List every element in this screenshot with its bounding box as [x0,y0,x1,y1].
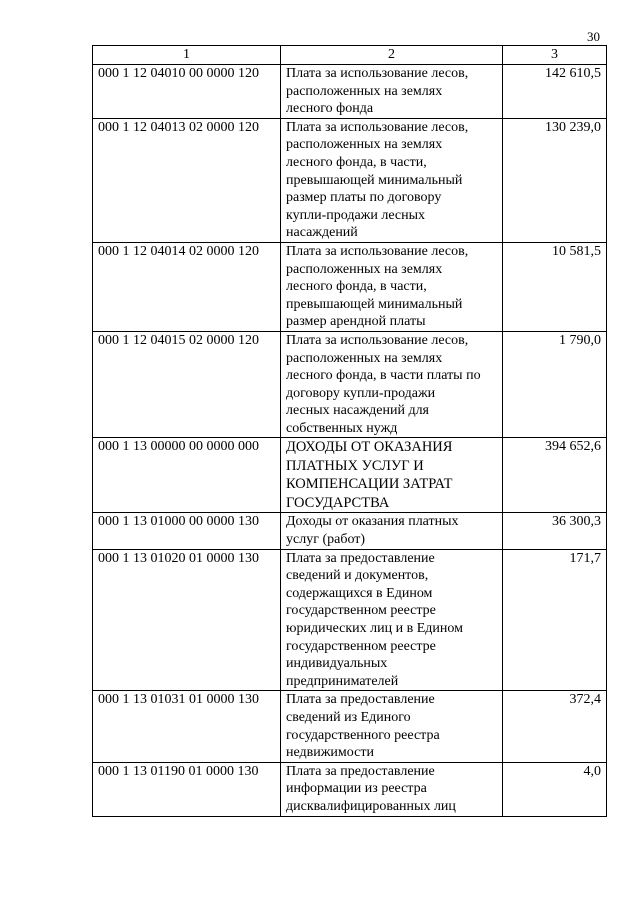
revenue-name-cell [281,513,503,549]
revenue-name-line: государственного реестра [286,727,440,743]
revenue-name-line: юридических лиц и в Едином [286,621,464,637]
revenue-name-cell [281,691,503,762]
revenue-name-line: Плата за предоставление [286,550,435,566]
table-row [93,762,607,816]
column-header-name: 2 [281,46,503,65]
revenue-name-line: ПЛАТНЫХ УСЛУГ И [286,457,424,474]
column-header-code: 1 [93,46,281,65]
revenue-name-line: расположенных на землях [286,137,443,153]
revenue-name-line: индивидуальных [286,656,388,672]
revenue-name-line: Плата за использование лесов, [286,332,469,348]
table-row [93,118,607,242]
revenue-name-cell [281,762,503,816]
revenue-name-line: Плата за использование лесов, [286,243,469,259]
revenue-code-cell: 000 1 12 04014 02 0000 120 [93,242,281,331]
table-row [93,549,607,691]
revenue-amount-cell: 142 610,5 [503,65,607,119]
revenue-name-cell [281,331,503,438]
revenue-name-line: Плата за предоставление [286,692,435,708]
revenue-amount-cell: 4,0 [503,762,607,816]
revenue-code-cell: 000 1 13 00000 00 0000 000 [93,438,281,513]
revenue-name-line: превышающей минимальный [286,296,463,312]
revenue-name-line: ДОХОДЫ ОТ ОКАЗАНИЯ [286,439,453,456]
revenue-name-cell [281,438,503,513]
revenue-code-cell: 000 1 13 01000 00 0000 130 [93,513,281,549]
revenue-name-line: размер платы по договору [286,190,442,206]
revenue-name-line: содержащихся в Едином [286,585,433,601]
revenue-name-line: ГОСУДАРСТВА [286,494,390,511]
revenue-name-line: расположенных на землях [286,350,443,366]
revenue-name-line: лесного фонда, в части платы по [286,368,481,384]
table-row [93,242,607,331]
revenue-name-line: Доходы от оказания платных [286,514,459,530]
revenue-name-line: превышающей минимальный [286,172,463,188]
revenue-name-line: сведений и документов, [286,568,429,584]
table-row [93,331,607,438]
revenue-name-line: лесного фонда, в части, [286,279,427,295]
revenue-name-line: государственном реестре [286,638,436,654]
revenue-code-cell: 000 1 13 01031 01 0000 130 [93,691,281,762]
table-row [93,65,607,119]
revenue-name-line: расположенных на землях [286,261,443,277]
table-row [93,513,607,549]
revenue-name-line: Плата за использование лесов, [286,119,469,135]
revenue-amount-cell: 130 239,0 [503,118,607,242]
revenue-name-line: недвижимости [286,745,374,761]
revenue-name-line: сведений из Единого [286,710,411,725]
revenue-amount-cell: 372,4 [503,691,607,762]
revenue-table [92,45,607,817]
revenue-name-line: лесных насаждений для [286,403,430,419]
revenue-name-line: насаждений [286,225,358,241]
revenue-name-line: договору купли-продажи [286,385,436,401]
column-header-amount: 3 [503,46,607,65]
revenue-name-cell [281,549,503,691]
revenue-name-line: собственных нужд [286,420,398,436]
revenue-name-line: информации из реестра [286,781,427,797]
revenue-name-cell [281,118,503,242]
table-header-row [93,46,607,65]
revenue-name-line: дисквалифицированных лиц [286,798,456,814]
revenue-name-line: предпринимателей [286,673,399,689]
table-row [93,438,607,513]
revenue-amount-cell: 36 300,3 [503,513,607,549]
revenue-amount-cell: 394 652,6 [503,438,607,513]
revenue-name-line: государственном реестре [286,603,436,619]
revenue-code-cell: 000 1 12 04010 00 0000 120 [93,65,281,119]
page-number: 30 [587,29,600,44]
revenue-amount-cell: 1 790,0 [503,331,607,438]
table-body [93,65,607,817]
revenue-name-line: КОМПЕНСАЦИИ ЗАТРАТ [286,476,453,493]
revenue-name-line: купли-продажи лесных [286,207,425,223]
revenue-code-cell: 000 1 12 04013 02 0000 120 [93,118,281,242]
revenue-name-line: Плата за использование лесов, [286,66,469,81]
table-row [93,691,607,762]
revenue-name-line: размер арендной платы [286,314,426,330]
revenue-name-line: лесного фонда, в части, [286,154,427,170]
revenue-amount-cell: 10 581,5 [503,242,607,331]
revenue-amount-cell: 171,7 [503,549,607,691]
revenue-name-line: расположенных на землях [286,83,443,99]
revenue-code-cell: 000 1 12 04015 02 0000 120 [93,331,281,438]
revenue-name-line: услуг (работ) [286,532,366,548]
revenue-code-cell: 000 1 13 01190 01 0000 130 [93,762,281,816]
revenue-name-cell [281,65,503,119]
revenue-name-line: лесного фонда [286,101,374,117]
revenue-code-cell: 000 1 13 01020 01 0000 130 [93,549,281,691]
revenue-name-line: Плата за предоставление [286,763,435,779]
revenue-name-cell [281,242,503,331]
